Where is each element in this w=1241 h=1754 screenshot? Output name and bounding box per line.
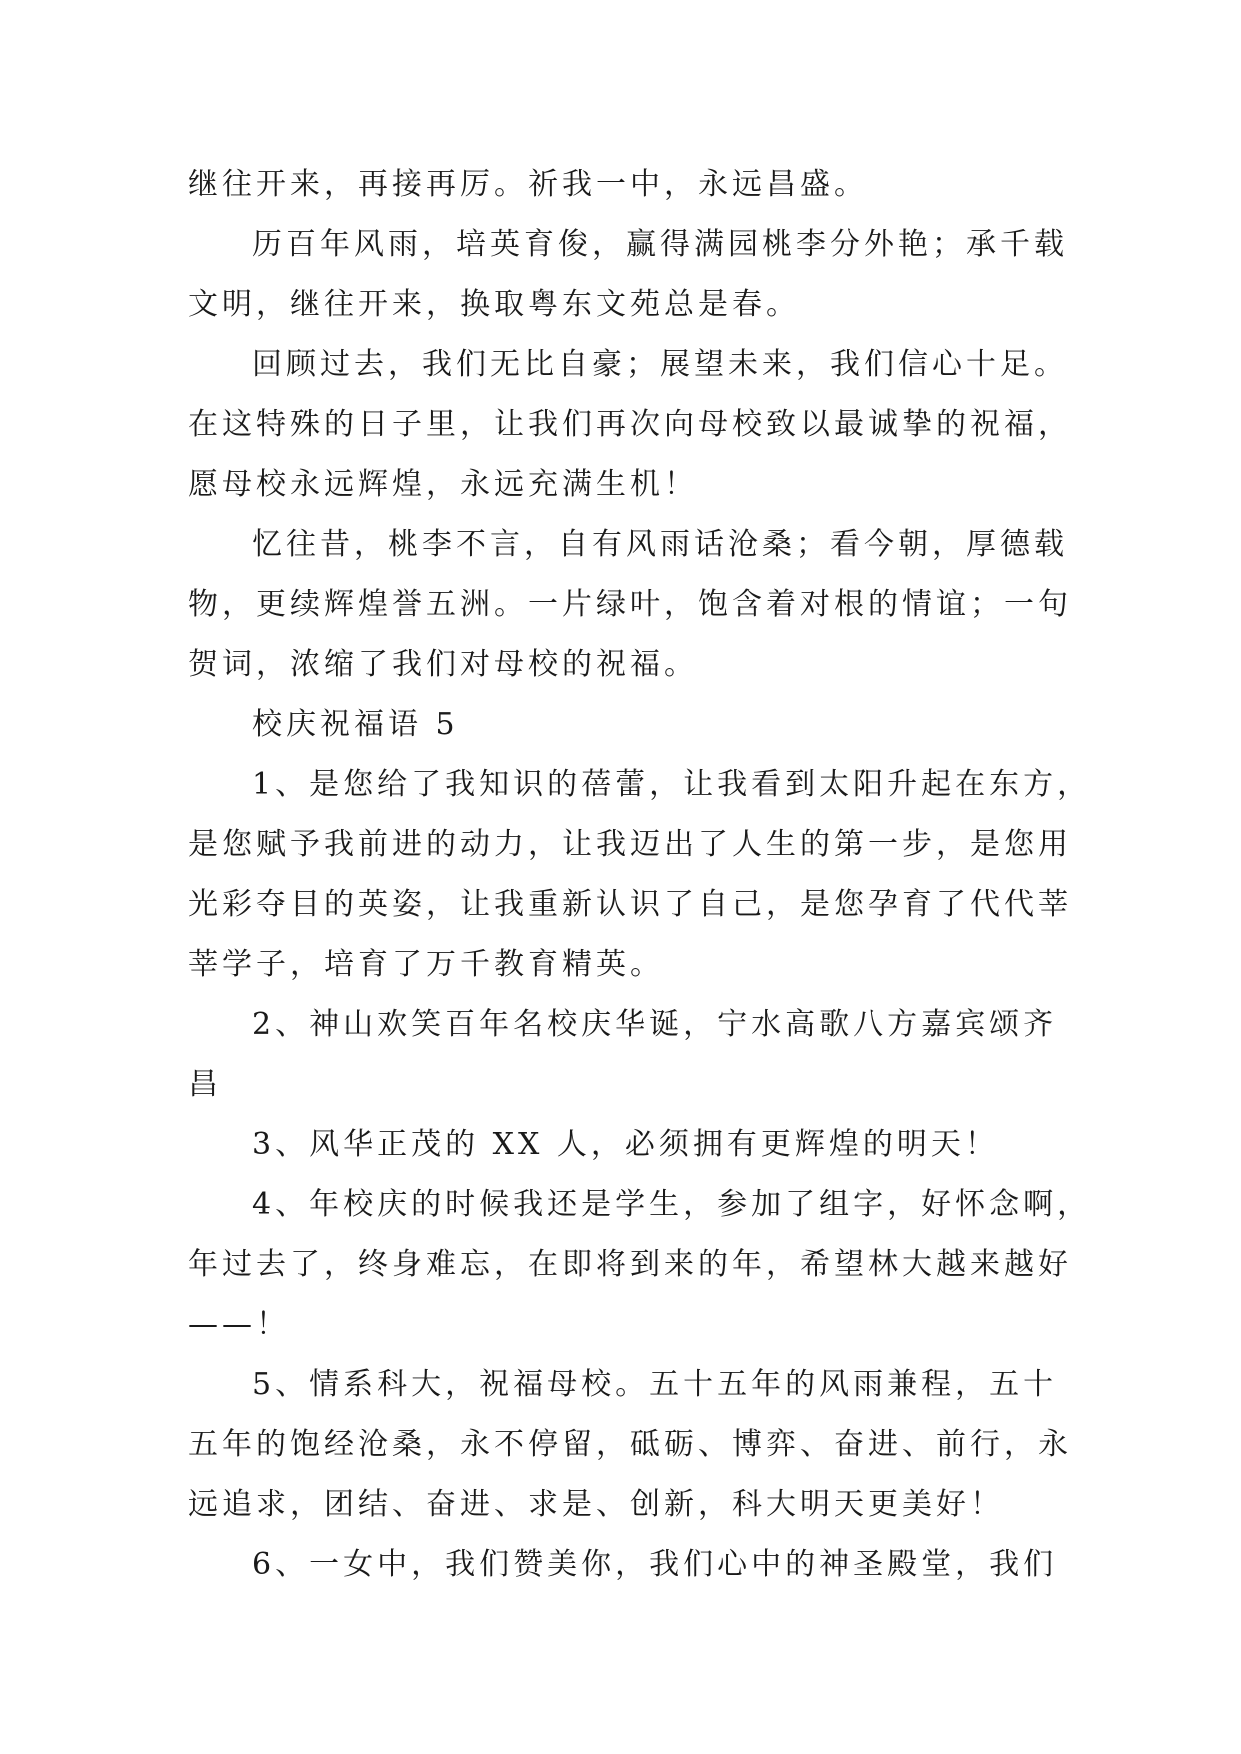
text-line: 贺词，浓缩了我们对母校的祝福。 xyxy=(188,647,698,682)
text-line: 历百年风雨，培英育俊，赢得满园桃李分外艳；承千载 xyxy=(252,227,1068,262)
text-line: 继往开来，再接再厉。祈我一中，永远昌盛。 xyxy=(188,167,868,202)
text-line: 回顾过去，我们无比自豪；展望未来，我们信心十足。 xyxy=(252,347,1068,382)
document-body xyxy=(188,155,1092,1595)
text-line: 忆往昔，桃李不言，自有风雨话沧桑；看今朝，厚德载 xyxy=(252,527,1068,562)
text-line: 年过去了，终身难忘，在即将到来的年，希望林大越来越好 xyxy=(188,1247,1072,1282)
text-line: 莘学子，培育了万千教育精英。 xyxy=(188,947,664,982)
text-line: 在这特殊的日子里，让我们再次向母校致以最诚挚的祝福， xyxy=(188,407,1072,442)
text-line: 远追求，团结、奋进、求是、创新，科大明天更美好！ xyxy=(188,1487,1004,1522)
text-line: 光彩夺目的英姿，让我重新认识了自己，是您孕育了代代莘 xyxy=(188,887,1072,922)
text-line: 五年的饱经沧桑，永不停留，砥砺、博弈、奋进、前行，永 xyxy=(188,1427,1072,1462)
text-line: 愿母校永远辉煌，永远充满生机！ xyxy=(188,467,698,502)
text-line: 是您赋予我前进的动力，让我迈出了人生的第一步，是您用 xyxy=(188,827,1072,862)
text-line: 6、一女中，我们赞美你，我们心中的神圣殿堂，我们 xyxy=(252,1547,1058,1582)
text-line: 4、年校庆的时候我还是学生，参加了组字，好怀念啊， xyxy=(252,1187,1092,1222)
section-heading: 校庆祝福语 5 xyxy=(252,707,459,742)
text-line: 文明，继往开来，换取粤东文苑总是春。 xyxy=(188,287,800,322)
text-line: 2、神山欢笑百年名校庆华诞，宁水高歌八方嘉宾颂齐 xyxy=(252,1007,1058,1042)
text-line: 昌 xyxy=(188,1067,222,1102)
text-line: 5、情系科大，祝福母校。五十五年的风雨兼程，五十 xyxy=(252,1367,1058,1402)
text-line: ——！ xyxy=(188,1307,290,1342)
text-line: 3、风华正茂的 XX 人，必须拥有更辉煌的明天！ xyxy=(252,1127,999,1162)
text-line: 1、是您给了我知识的蓓蕾，让我看到太阳升起在东方， xyxy=(252,767,1092,802)
text-line: 物，更续辉煌誉五洲。一片绿叶，饱含着对根的情谊；一句 xyxy=(188,587,1072,622)
